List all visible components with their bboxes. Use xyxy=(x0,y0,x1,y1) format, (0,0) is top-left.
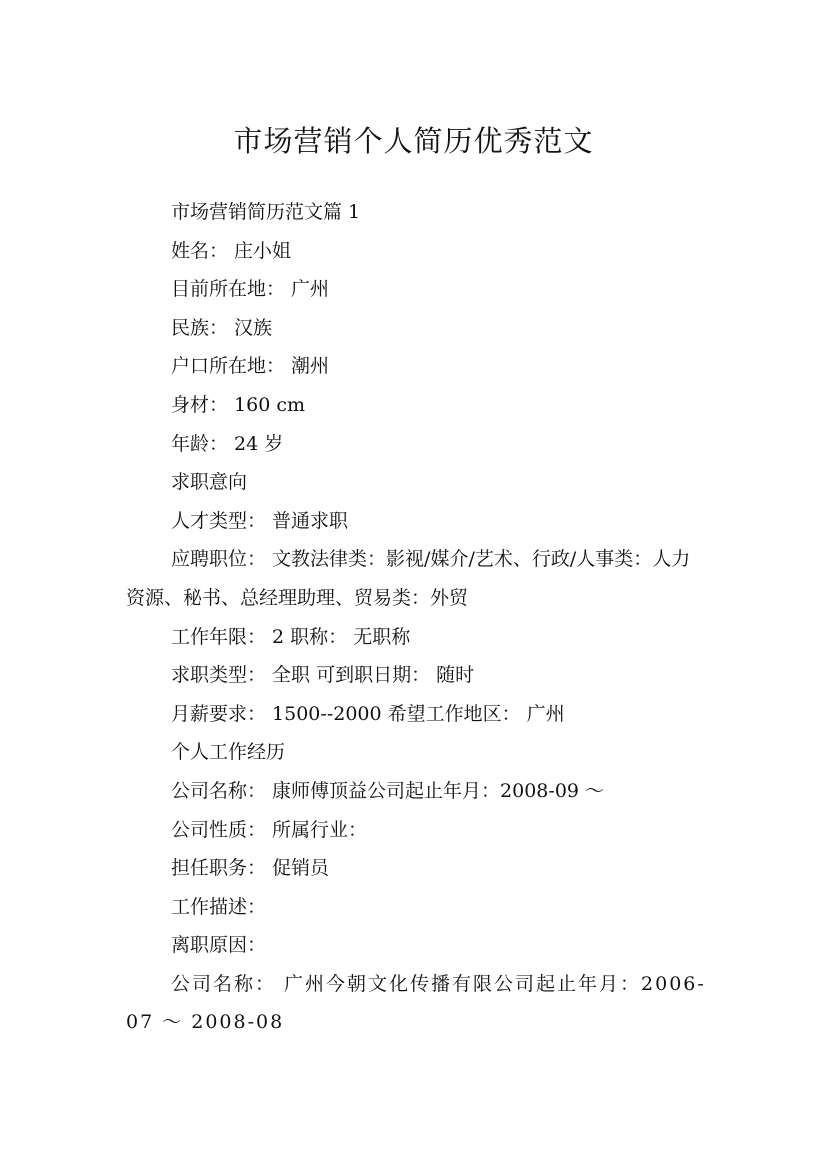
applied-position-line: 应聘职位： 文教法律类：影视/媒介/艺术、行政/人事类：人力资源、秘书、总经理助理、贸易类：外贸 xyxy=(126,548,691,609)
job-intention-heading: 求职意向 xyxy=(171,471,248,494)
company-1-nature-line: 公司性质： 所属行业： xyxy=(171,818,368,841)
company-1-leave-reason-line: 离职原因： xyxy=(171,934,267,957)
company-1-name-line: 公司名称： 康师傅顶益公司起止年月：2008-09 ～ xyxy=(171,779,605,802)
company-1-position-line: 担任职务： 促销员 xyxy=(171,857,330,880)
talent-type-line: 人才类型： 普通求职 xyxy=(171,509,349,532)
job-type-line: 求职类型： 全职 可到职日期： 随时 xyxy=(171,664,475,687)
ethnicity-line: 民族： 汉族 xyxy=(171,316,273,339)
age-line: 年龄： 24 岁 xyxy=(171,432,284,455)
current-location-line: 目前所在地： 广州 xyxy=(171,278,330,301)
resume-body xyxy=(126,193,706,1042)
salary-line: 月薪要求： 1500--2000 希望工作地区： 广州 xyxy=(171,702,565,725)
company-1-description-line: 工作描述： xyxy=(171,895,267,918)
name-line: 姓名： 庄小姐 xyxy=(171,239,292,262)
work-experience-heading: 个人工作经历 xyxy=(171,741,286,764)
household-registration-line: 户口所在地： 潮州 xyxy=(171,355,330,378)
height-line: 身材： 160 cm xyxy=(171,393,306,416)
work-years-line: 工作年限： 2 职称： 无职称 xyxy=(171,625,411,648)
company-2-name-line: 公司名称： 广州今朝文化传播有限公司起止年月：2006-07 ～ 2008-08 xyxy=(126,972,706,1034)
page-title: 市场营销个人简历优秀范文 xyxy=(233,124,594,159)
section-heading-resume-sample: 市场营销简历范文篇 1 xyxy=(171,201,361,223)
